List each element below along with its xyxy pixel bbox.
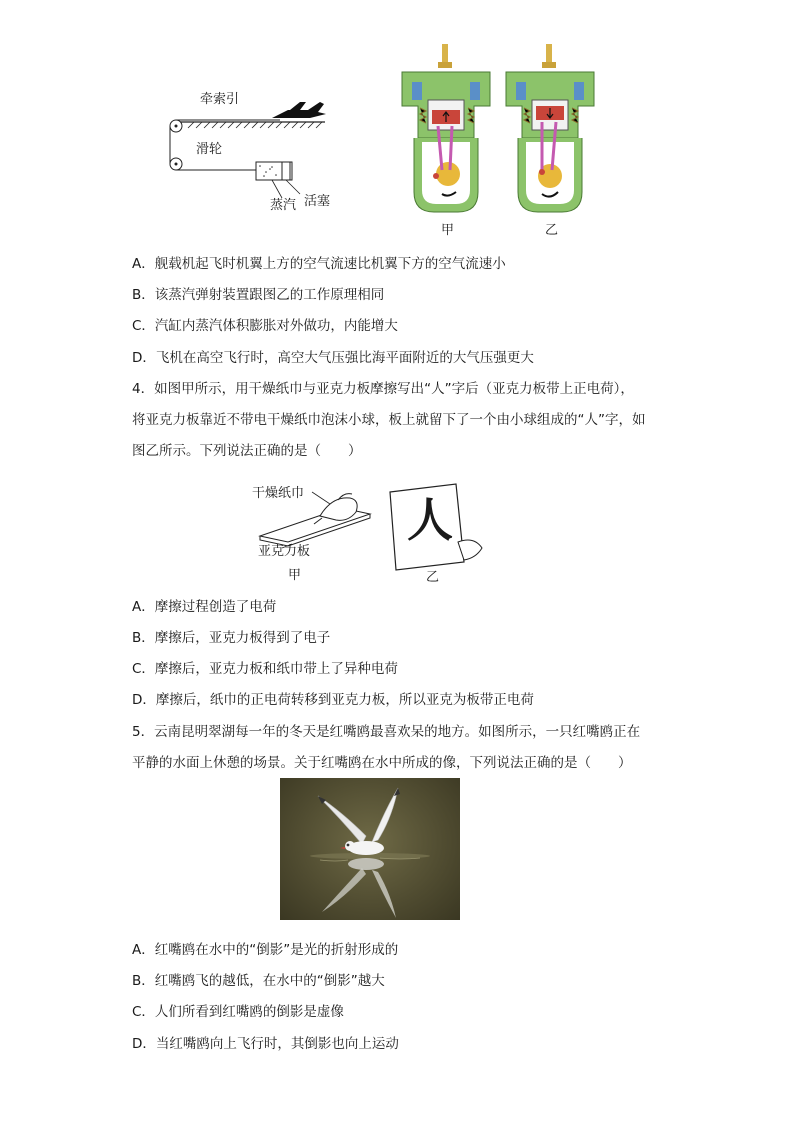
traction-label: 牵索引 [200,92,240,107]
engine-diagram-jia [398,42,494,218]
steam-label: 蒸汽 [270,198,297,213]
q4-caption-jia: 甲 [288,568,302,583]
q5-option-a: A．红嘴鸥在水中的“倒影”是光的折射形成的 [132,942,399,958]
q5-option-d: D．当红嘴鸥向上飞行时，其倒影也向上运动 [132,1036,399,1052]
q4-option-d: D．摩擦后，纸巾的正电荷转移到亚克力板，所以亚克为板带正电荷 [132,692,534,708]
q5-stem-line-2: 平静的水面上休憩的场景。关于红嘴鸥在水中所成的像，下列说法正确的是（ ） [132,755,632,771]
q5-option-b: B．红嘴鸥飞的越低，在水中的“倒影”越大 [132,973,385,989]
engine-jia-drawing [398,42,494,218]
engine-caption-yi: 乙 [545,223,559,238]
ren-character: 人 [407,493,453,547]
board-label: 亚克力板 [258,544,311,559]
gull-drawing [280,778,460,920]
pulley-label: 滑轮 [196,142,223,157]
q4-caption-yi: 乙 [426,570,440,585]
engine-yi-drawing [502,42,598,218]
q5-option-c: C．人们所看到红嘴鸥的倒影是虚像 [132,1004,344,1020]
q4-stem-line-2: 将亚克力板靠近不带电干燥纸巾泡沫小球，板上就留下了一个由小球组成的“人”字，如 [132,412,646,428]
piston-label: 活塞 [304,194,331,209]
q3-option-d: D．飞机在高空飞行时，高空大气压强比海平面附近的大气压强更大 [132,350,534,366]
q3-option-b: B．该蒸汽弹射装置跟图乙的工作原理相同 [132,287,385,303]
q4-figure [252,478,502,586]
q3-option-a: A．舰载机起飞时机翼上方的空气流速比机翼下方的空气流速小 [132,256,506,272]
q4-stem-line-3: 图乙所示。下列说法正确的是（ ） [132,443,362,459]
catapult-diagram [160,80,340,220]
q5-stem-line-1: 5．云南昆明翠湖每一年的冬天是红嘴鸥最喜欢呆的地方。如图所示，一只红嘴鸥正在 [132,724,641,740]
engine-caption-jia: 甲 [441,223,455,238]
gull-photo [280,778,460,920]
q4-option-c: C．摩擦后，亚克力板和纸巾带上了异种电荷 [132,661,398,677]
tissue-label: 干燥纸巾 [252,486,305,501]
q4-stem-line-1: 4．如图甲所示，用干燥纸巾与亚克力板摩擦写出“人”字后（亚克力板带上正电荷）， [132,381,634,397]
q3-option-c: C．汽缸内蒸汽体积膨胀对外做功，内能增大 [132,318,398,334]
q4-option-a: A．摩擦过程创造了电荷 [132,599,277,615]
q4-option-b: B．摩擦后，亚克力板得到了电子 [132,630,331,646]
engine-diagram-yi [502,42,598,218]
